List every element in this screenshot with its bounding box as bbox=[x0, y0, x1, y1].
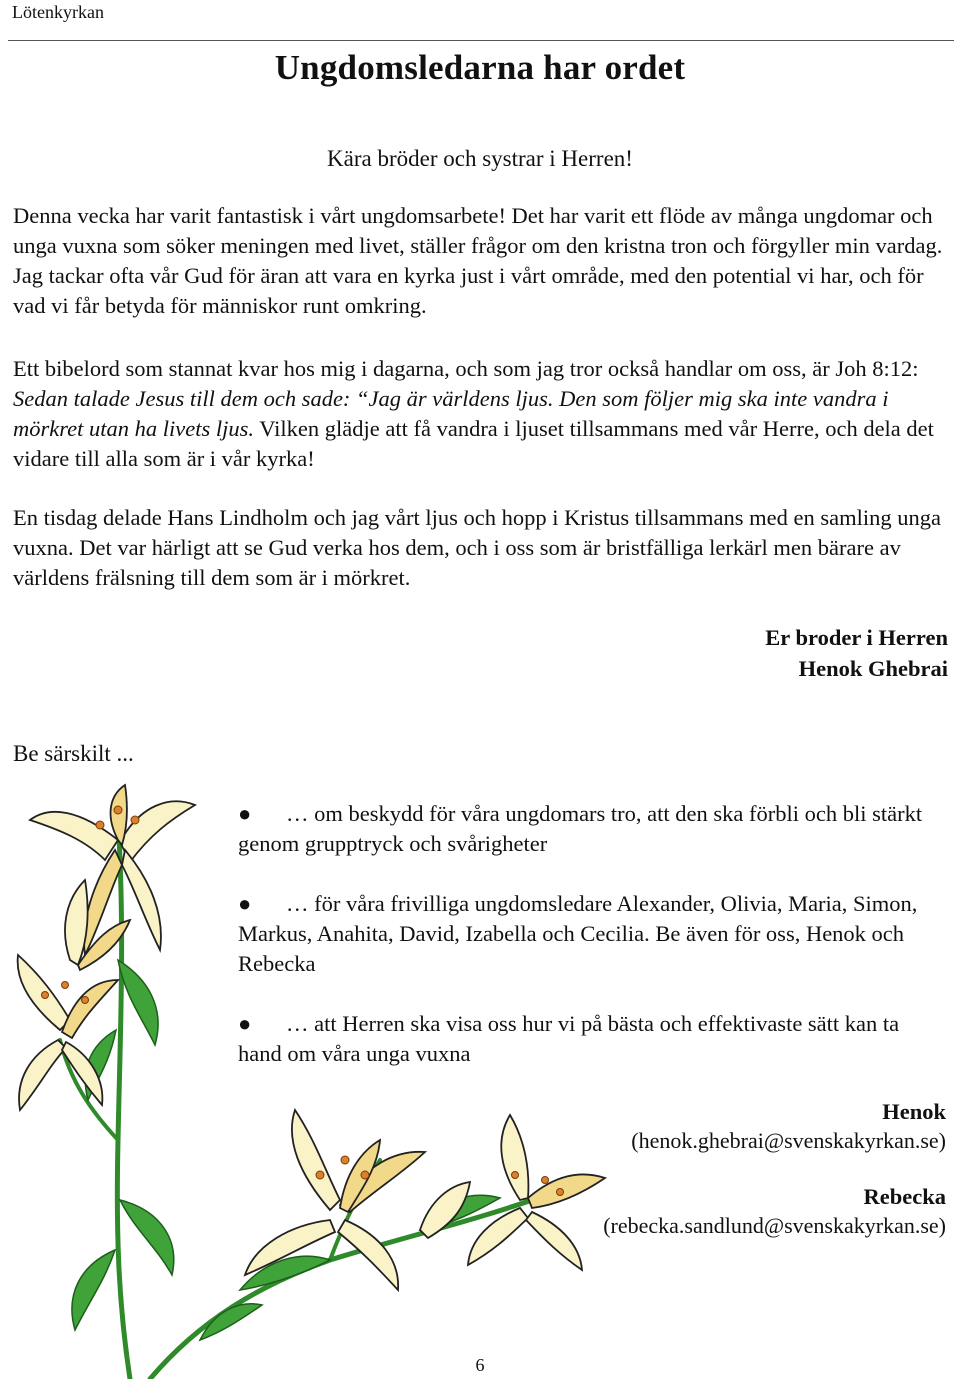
greeting: Kära bröder och systrar i Herren! bbox=[327, 146, 633, 171]
running-header: Lötenkyrkan bbox=[12, 2, 104, 22]
prayer-item-2: … för våra frivilliga ungdomsledare Alexander, Olivia, Maria, Simon, Markus, Anahita, David, Izabella och Cecilia. Be även för oss, Henok och Rebecka bbox=[238, 891, 918, 976]
contact-name: Rebecka bbox=[863, 1184, 946, 1209]
paragraph-1: Denna vecka har varit fantastisk i vårt ungdomsarbete! Det har varit ett flöde av många ungdomar och unga vuxna som söker meningen med livet, ställer frågor om den kristna tron och förgyller min vardag. Jag tackar ofta vår Gud för äran att vara en kyrka just i vårt område, med den potential vi har, och för vad vi får betyda för människor runt omkring. bbox=[13, 203, 943, 318]
bullet-icon: ● bbox=[238, 801, 252, 826]
signature-block bbox=[765, 622, 948, 684]
contact-email: (rebecka.sandlund@svenskakyrkan.se) bbox=[603, 1213, 946, 1238]
list-item bbox=[238, 1009, 928, 1069]
signature-closing: Er broder i Herren bbox=[765, 625, 948, 650]
list-item bbox=[238, 799, 928, 859]
bullet-icon: ● bbox=[238, 891, 252, 916]
contact-rebecka bbox=[603, 1182, 946, 1240]
bullet-icon: ● bbox=[238, 1011, 252, 1036]
prayer-list bbox=[238, 799, 928, 1099]
contact-name: Henok bbox=[882, 1099, 946, 1124]
paragraph-3: En tisdag delade Hans Lindholm och jag vårt ljus och hopp i Kristus tillsammans med en samling unga vuxna. Det var härligt att se Gud verka hos dem, och i oss som är bristfälliga lerkärl men bärare av världens frälsning till dem som är i mörkret. bbox=[13, 505, 941, 590]
contact-email: (henok.ghebrai@svenskakyrkan.se) bbox=[631, 1128, 946, 1153]
paragraph-2-start: Ett bibelord som stannat kvar hos mig i dagarna, och som jag tror också handlar om oss, är Joh 8:12: bbox=[13, 356, 919, 381]
signature-name: Henok Ghebrai bbox=[798, 656, 948, 681]
list-item bbox=[238, 889, 928, 979]
prayer-item-3: … att Herren ska visa oss hur vi på bästa och effektivaste sätt kan ta hand om våra unga vuxna bbox=[238, 1011, 900, 1066]
prayer-heading: Be särskilt ... bbox=[13, 741, 134, 766]
page-number: 6 bbox=[475, 1355, 485, 1375]
header-divider bbox=[8, 40, 954, 41]
bible-quote: Sedan talade Jesus till dem och sade: “Jag är världens ljus. Den som följer mig ska inte vandra i mörkret utan ha livets ljus. bbox=[13, 386, 889, 441]
prayer-item-1: … om beskydd för våra ungdomars tro, att den ska förbli och bli stärkt genom grupptryck och svårigheter bbox=[238, 801, 923, 856]
contact-henok bbox=[631, 1097, 946, 1155]
paragraph-2-end: Vilken glädje att få vandra i ljuset tillsammans med vår Herre, och dela det vidare till alla som är i vår kyrka! bbox=[13, 416, 934, 471]
paragraph-2 bbox=[13, 354, 948, 474]
page-title: Ungdomsledarna har ordet bbox=[274, 48, 686, 87]
